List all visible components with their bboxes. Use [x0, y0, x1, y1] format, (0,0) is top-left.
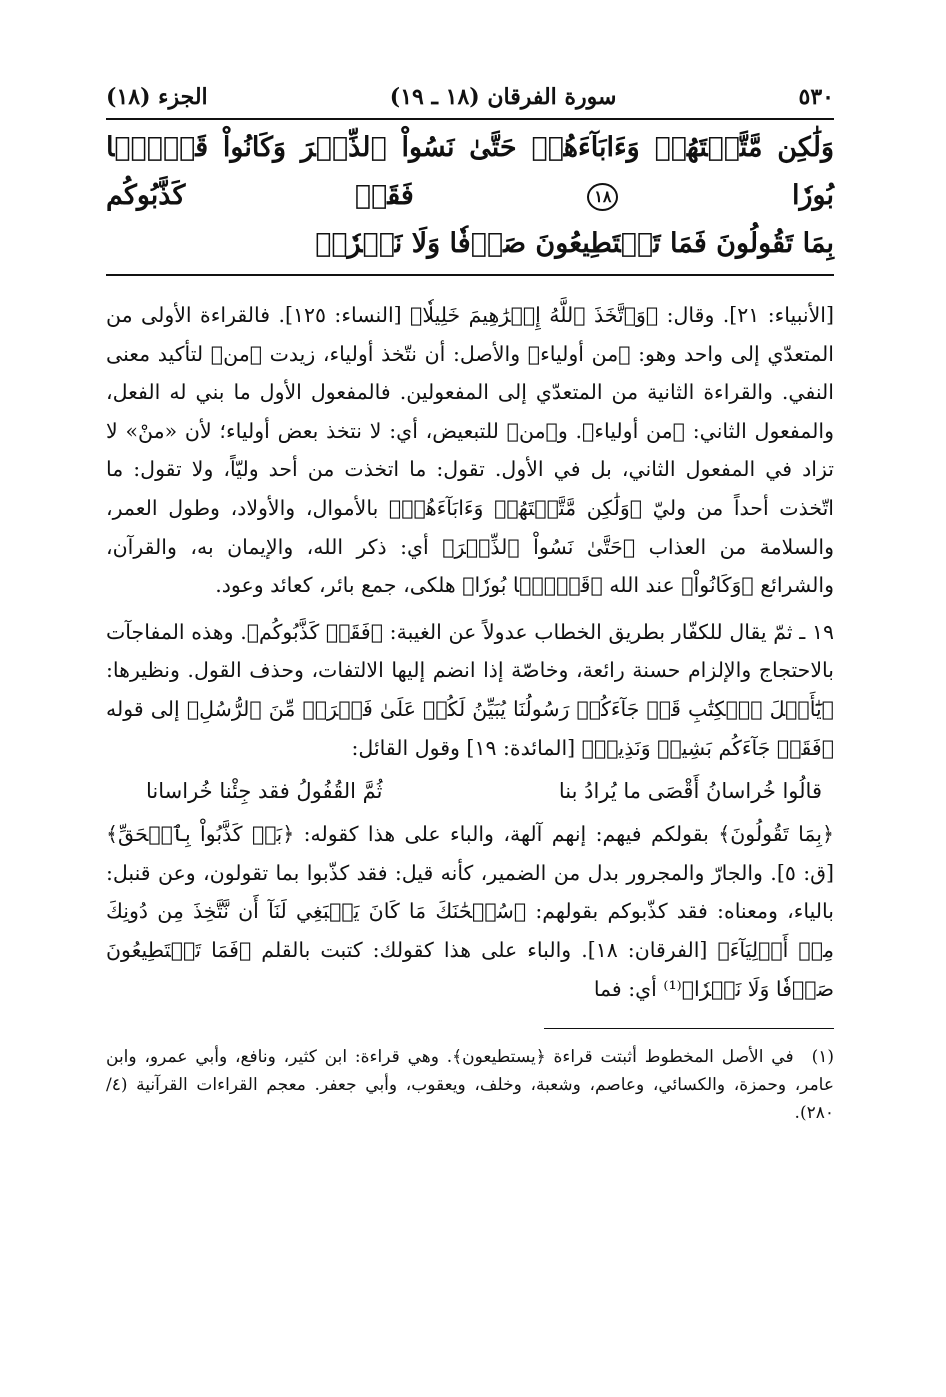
- quran-verse-block: [106, 120, 834, 274]
- paragraph-2: ١٩ ـ ثمّ يقال للكفّار بطريق الخطاب عدولاً عن الغيبة: ﴿فَقَدۡ كَذَّبُوكُم﴾. وهذه المفاجآت بالاحتجاج والإلزام حسنة رائعة، وخاصّة إذا انضم إليها الالتفات، وحذف القول. ونظيرها: ﴿يَٰٓأَهۡلَ ٱلۡكِتَٰبِ قَدۡ جَآءَكُمۡ رَسُولُنَا يُبَيِّنُ لَكُمۡ عَلَىٰ فَتۡرَةٖ مِّنَ ٱلرُّسُلِ﴾ إلى قوله ﴿فَقَدۡ جَآءَكُم بَشِيرٞ وَنَذِيرٞ﴾ [المائدة: ١٩] وقول القائل:: [106, 619, 834, 760]
- surah-title: سورة الفرقان (١٨ ـ ١٩): [389, 84, 617, 110]
- footnote-text: في الأصل المخطوط أثبتت قراءة ﴿يستطيعون﴾. وهي قراءة: ابن كثير، ونافع، وأبي عمرو، وابن عامر، وحمزة، والكسائي، وعاصم، وشعبة، وخلف، ويعقوب، وأبي جعفر. معجم القراءات القرآنية (٤/ ٢٨٠).: [106, 1047, 834, 1124]
- poem-hemistich-right: قالُوا خُراسانُ أَقْصَى ما يُرادُ بنا: [558, 779, 822, 804]
- footnote-rule: [544, 1028, 834, 1029]
- verse-text-1-end: فَقَدۡ كَذَّبُوكُم: [106, 180, 414, 211]
- poem-hemistich-left: ثُمَّ القُفُولُ فقد جِئْنا خُراسانا: [146, 779, 383, 804]
- verse-line-1: [106, 124, 834, 220]
- verse-line-2: بِمَا تَقُولُونَ فَمَا تَسۡتَطِيعُونَ صَرۡفٗا وَلَا نَصۡرٗاۚ: [315, 228, 834, 259]
- juz-label: الجزء (١٨): [106, 84, 208, 110]
- paragraph-1: [الأنبياء: ٢١]. وقال: ﴿وَٱتَّخَذَ ٱللَّهُ إِبۡرَٰهِيمَ خَلِيلٗا﴾ [النساء: ١٢٥]. فالقراءة الأولى من المتعدّي إلى واحد وهو: ﴿من أولياء﴾ والأصل: أن نتّخذ أولياء، زيدت ﴿من﴾ لتأكيد معنى النفي. والقراءة الثانية من المتعدّي إلى المفعولين. فالمفعول الأول ما بني له الفعل، والمفعول الثاني: ﴿من أولياء﴾. و﴿من﴾ للتبعيض، أي: لا نتخذ بعض أولياء؛ لأن «منْ» لا تزاد في المفعول الثاني، بل في الأول. تقول: ما اتخذت من أحد وليّاً، ولا تقول: ما اتّخذت أحداً من وليّ ﴿وَلَٰكِن مَّتَّعۡتَهُمۡ وَءَابَآءَهُمۡ﴾ بالأموال، والأولاد، وطول العمر، والسلامة من العذاب ﴿حَتَّىٰ نَسُواْ ٱلذِّكۡرَ﴾ أي: ذكر الله، والإيمان به، والقرآن، والشرائع ﴿وَكَانُواْ﴾ عند الله ﴿قَوۡمَۢا بُورٗا﴾ هلكى، جمع بائر، كعائد وعود.: [106, 303, 834, 598]
- page-header: [106, 84, 834, 118]
- verse-rule: [106, 274, 834, 276]
- footnote-number: (١): [811, 1047, 834, 1068]
- paragraph-3: ﴿بِمَا تَقُولُونَ﴾ بقولكم فيهم: إنهم آلهة، والباء على هذا كقوله: ﴿بَلۡ كَذَّبُواْ بِٱلۡحَقِّ﴾ [ق: ٥]. والجارّ والمجرور بدل من الضمير، كأنه قيل: فقد كذّبوا بما تقولون، وعن قنبل: بالياء، ومعناه: فقد كذّبوكم بقولهم: ﴿سُبۡحَٰنَكَ مَا كَانَ يَنۢبَغِي لَنَآ أَن نَّتَّخِذَ مِن دُونِكَ مِنۡ أَوۡلِيَآءَ﴾ [الفرقان: ١٨]. والباء على هذا كقولك: كتبت بالقلم ﴿فَمَا تَسۡتَطِيعُونَ صَرۡفٗا وَلَا نَصۡرٗا﴾⁽¹⁾ أي: فما: [106, 822, 835, 1001]
- poem-verse: [106, 767, 834, 815]
- page-number: ٥٣٠: [798, 84, 834, 110]
- verse-text-1: وَلَٰكِن مَّتَّعۡتَهُمۡ وَءَابَآءَهُمۡ حَتَّىٰ نَسُواْ ٱلذِّكۡرَ وَكَانُواْ قَوۡمَۢا بُورٗا: [106, 132, 834, 211]
- commentary-body: [106, 296, 834, 1008]
- ayah-number-marker: ١٨: [587, 183, 618, 211]
- book-page: [106, 84, 834, 1127]
- footnote: [106, 1043, 834, 1127]
